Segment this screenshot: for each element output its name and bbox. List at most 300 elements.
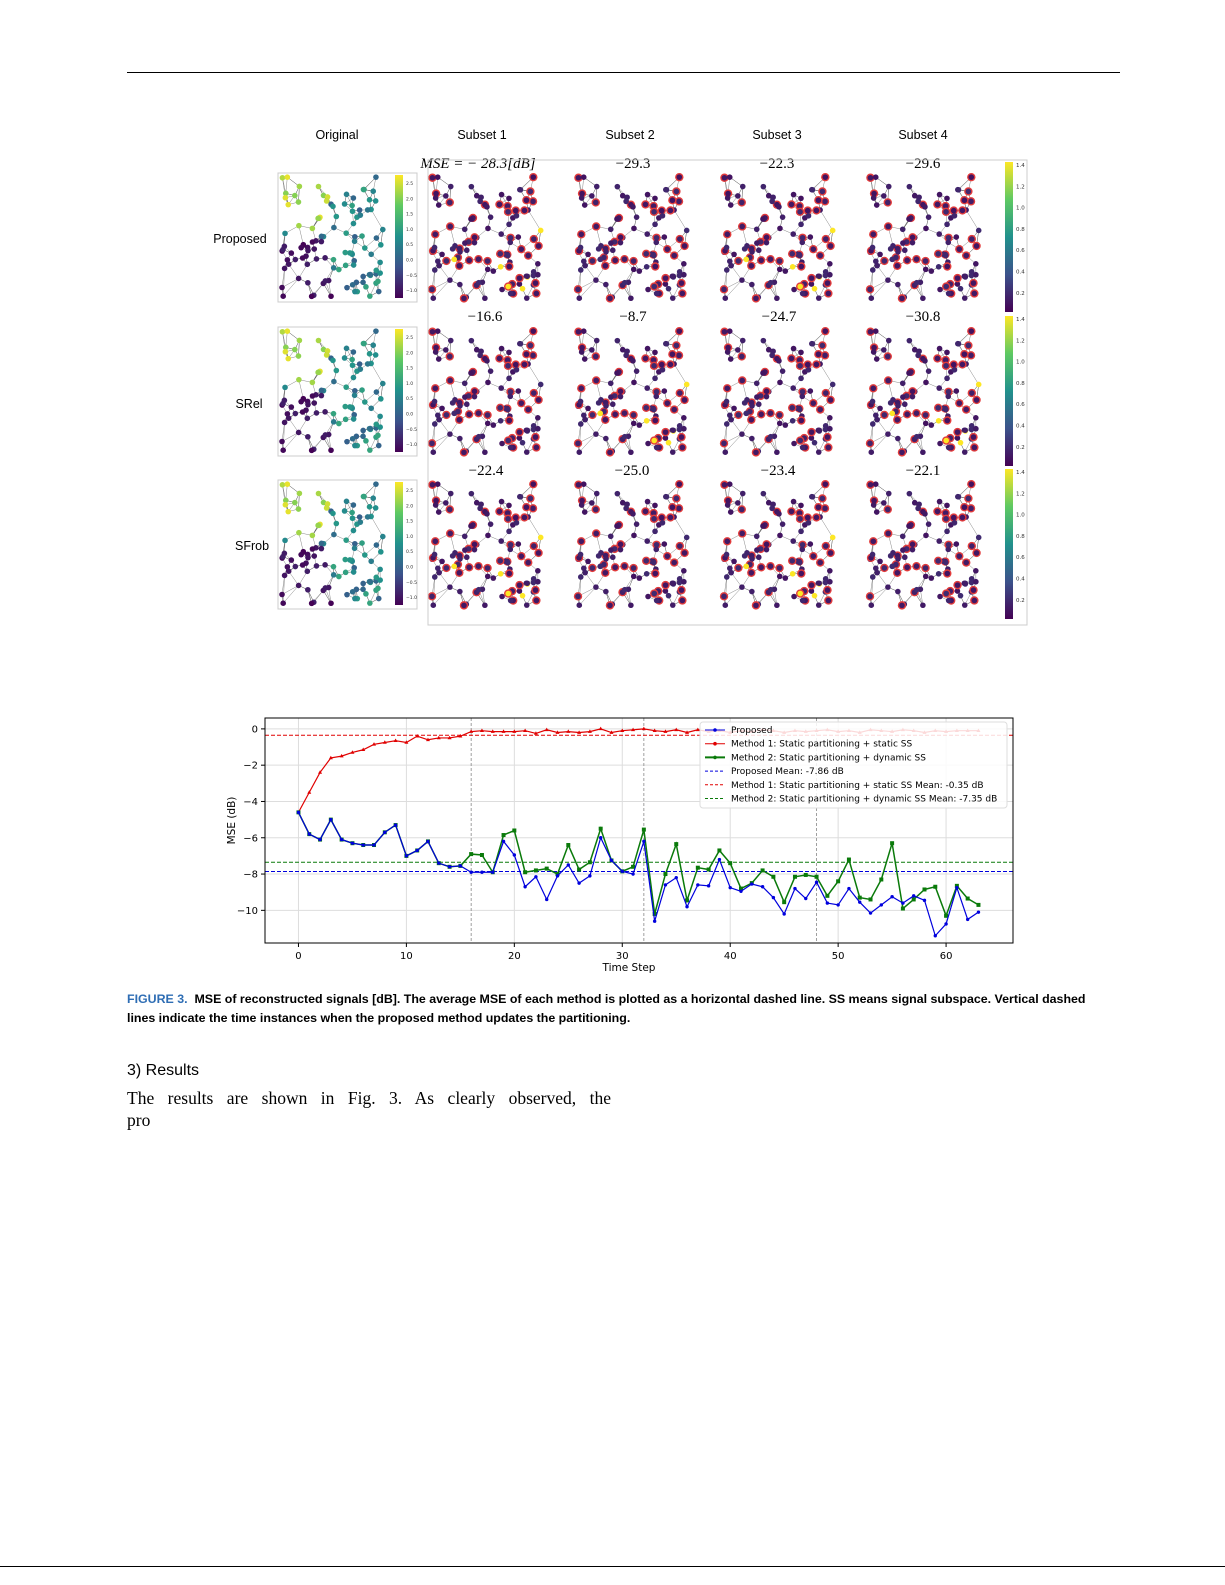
graph-node — [868, 329, 874, 335]
graph-node — [310, 380, 316, 386]
graph-node — [497, 251, 503, 257]
graph-node — [297, 184, 303, 190]
graph-node — [768, 256, 774, 262]
graph-node — [791, 441, 797, 447]
graph-node — [676, 199, 682, 205]
graph-node — [780, 368, 786, 374]
graph-node — [462, 226, 468, 232]
graph-node — [472, 235, 478, 241]
row-label-srel: SRel — [235, 397, 263, 411]
graph-node — [812, 440, 818, 446]
graph-node — [870, 386, 876, 392]
graph-node — [800, 445, 806, 451]
graph-node — [721, 287, 727, 293]
graph-node — [462, 394, 468, 400]
graph-node — [331, 411, 337, 417]
graph-node — [630, 204, 636, 210]
graph-node — [895, 403, 901, 409]
graph-node — [652, 376, 658, 382]
graph-node — [436, 417, 442, 423]
graph-node — [899, 450, 905, 456]
graph-node — [644, 385, 650, 391]
graph-node — [530, 353, 536, 359]
graph-node — [505, 438, 511, 444]
graph-node — [622, 280, 628, 286]
graph-node — [674, 189, 680, 195]
graph-node — [659, 208, 665, 214]
graph-node — [923, 226, 929, 232]
graph-node — [665, 400, 671, 406]
graph-node — [622, 434, 628, 440]
graph-node — [607, 450, 613, 456]
graph-node — [962, 351, 968, 357]
graph-node — [589, 347, 595, 353]
graph-node — [969, 236, 975, 242]
graph-node — [485, 226, 491, 232]
graph-node — [578, 232, 584, 238]
graph-node — [652, 350, 658, 356]
graph-node — [462, 240, 468, 246]
graph-node — [812, 286, 818, 292]
graph-node — [651, 438, 657, 444]
graph-node — [820, 189, 826, 195]
graph-node — [536, 397, 542, 403]
graph-node — [643, 251, 649, 257]
graph-node — [296, 276, 302, 282]
graph-node — [906, 216, 912, 222]
original-graph-panel — [279, 174, 385, 299]
graph-node — [735, 347, 741, 353]
graph-node — [976, 228, 982, 234]
graph-node — [790, 418, 796, 424]
graph-node — [957, 400, 963, 406]
graph-node — [360, 428, 366, 434]
subset-graph-panel — [574, 173, 690, 303]
graph-node — [331, 257, 337, 263]
graph-node — [285, 202, 291, 208]
graph-node — [319, 234, 325, 240]
graph-node — [315, 370, 321, 376]
graph-node — [343, 417, 349, 423]
graph-node — [637, 268, 643, 274]
graph-node — [374, 235, 380, 241]
graph-node — [576, 175, 582, 181]
graph-node — [508, 291, 514, 297]
graph-node — [735, 193, 741, 199]
graph-node — [514, 367, 520, 373]
graph-node — [969, 390, 975, 396]
graph-node — [351, 375, 357, 381]
colorbar-tick-label: 1.0 — [406, 381, 414, 387]
graph-node — [830, 228, 836, 234]
graph-node — [518, 341, 524, 347]
graph-node — [293, 257, 299, 263]
graph-node — [827, 272, 833, 278]
graph-node — [485, 380, 491, 386]
graph-node — [612, 412, 618, 418]
graph-node — [944, 196, 950, 202]
graph-node — [631, 380, 637, 386]
graph-node — [447, 431, 453, 437]
graph-node — [514, 213, 520, 219]
graph-node — [593, 378, 599, 384]
graph-node — [789, 356, 795, 362]
graph-node — [677, 390, 683, 396]
graph-node — [749, 403, 755, 409]
colorbar — [1005, 316, 1013, 466]
graph-node — [882, 412, 888, 418]
graph-node — [593, 354, 599, 360]
graph-node — [331, 225, 337, 231]
graph-node — [375, 279, 381, 285]
graph-node — [885, 224, 891, 230]
graph-node — [827, 415, 833, 421]
graph-node — [289, 404, 295, 410]
graph-node — [466, 258, 472, 264]
graph-node — [498, 385, 504, 391]
graph-node — [608, 380, 614, 386]
graph-node — [816, 273, 822, 279]
graph-node — [524, 351, 530, 357]
graph-node — [761, 184, 767, 190]
colorbar-tick-label: 0.4 — [1016, 423, 1025, 430]
graph-node — [923, 380, 929, 386]
graph-node — [777, 380, 783, 386]
mse-label: −16.6 — [467, 309, 503, 325]
graph-node — [799, 394, 805, 400]
graph-node — [654, 445, 660, 451]
mse-label: −29.6 — [905, 156, 941, 172]
graph-node — [343, 230, 349, 236]
graph-node — [662, 388, 668, 394]
graph-node — [958, 440, 964, 446]
graph-node — [886, 184, 892, 190]
graph-node — [724, 232, 730, 238]
graph-node — [935, 405, 941, 411]
graph-node — [461, 296, 467, 302]
graph-node — [497, 356, 503, 362]
graph-node — [296, 377, 302, 383]
graph-node — [645, 287, 651, 293]
graph-node — [296, 353, 302, 359]
graph-node — [808, 234, 814, 240]
graph-node — [677, 236, 683, 242]
graph-node — [914, 280, 920, 286]
graph-node — [433, 349, 439, 355]
graph-node — [536, 243, 542, 249]
graph-node — [867, 287, 873, 293]
graph-node — [724, 421, 730, 427]
graph-node — [971, 280, 977, 286]
graph-node — [922, 358, 928, 364]
graph-node — [777, 412, 783, 418]
graph-node — [323, 278, 329, 284]
graph-node — [663, 429, 669, 435]
graph-node — [311, 246, 317, 252]
graph-node — [323, 432, 329, 438]
graph-node — [576, 449, 582, 455]
graph-node — [910, 235, 916, 241]
graph-node — [365, 207, 371, 213]
column-header-subset-1: Subset 1 — [457, 128, 507, 142]
graph-edge — [299, 533, 303, 552]
graph-node — [296, 199, 302, 205]
graph-node — [756, 247, 762, 253]
graph-node — [373, 352, 379, 358]
colorbar-tick-label: 1.2 — [1016, 184, 1025, 191]
graph-node — [825, 434, 831, 440]
graph-node — [628, 295, 634, 301]
mse-label: −22.3 — [759, 156, 795, 172]
graph-node — [432, 245, 438, 251]
graph-node — [660, 213, 666, 219]
graph-node — [758, 258, 764, 264]
graph-node — [910, 240, 916, 246]
graph-node — [670, 273, 676, 279]
graph-node — [497, 405, 503, 411]
graph-node — [350, 282, 356, 288]
graph-node — [797, 209, 803, 215]
graph-node — [585, 406, 591, 412]
graph-node — [900, 394, 906, 400]
graph-node — [885, 378, 891, 384]
graph-node — [300, 255, 306, 261]
graph-node — [816, 197, 822, 203]
graph-node — [370, 342, 376, 348]
graph-node — [972, 445, 978, 451]
graph-node — [429, 441, 435, 447]
graph-node — [328, 447, 334, 453]
graph-node — [506, 222, 512, 228]
graph-node — [783, 268, 789, 274]
graph-node — [871, 195, 877, 201]
subset-graph-panel — [866, 327, 982, 457]
graph-node — [810, 341, 816, 347]
graph-edge — [674, 364, 687, 384]
graph-node — [814, 362, 820, 368]
graph-edge — [283, 278, 298, 296]
colorbar-tick-label: 1.2 — [1016, 338, 1025, 345]
graph-node — [974, 243, 980, 249]
graph-node — [585, 252, 591, 258]
colorbar-tick-label: −0.5 — [406, 427, 417, 433]
graph-node — [367, 197, 373, 203]
graph-node — [915, 199, 921, 205]
colorbar-tick-label: 0.6 — [1016, 402, 1025, 409]
colorbar — [395, 175, 403, 298]
graph-node — [336, 421, 342, 427]
graph-node — [622, 410, 628, 416]
graph-node — [507, 240, 513, 246]
colorbar-tick-label: 1.5 — [406, 366, 414, 372]
graph-node — [808, 388, 814, 394]
graph-node — [754, 240, 760, 246]
graph-node — [293, 411, 299, 417]
graph-node — [359, 233, 365, 239]
graph-node — [342, 201, 348, 207]
graph-node — [665, 246, 671, 252]
graph-node — [652, 196, 658, 202]
graph-node — [885, 200, 891, 206]
graph-node — [309, 294, 315, 300]
graph-node — [739, 354, 745, 360]
graph-node — [645, 192, 651, 198]
graph-node — [430, 329, 436, 335]
graph-node — [937, 287, 943, 293]
graph-node — [298, 399, 304, 405]
graph-node — [482, 449, 488, 455]
graph-node — [472, 389, 478, 395]
graph-node — [447, 354, 453, 360]
colorbar-tick-label: 0.6 — [1016, 248, 1025, 255]
graph-node — [943, 284, 949, 290]
graph-node — [444, 258, 450, 264]
graph-node — [944, 350, 950, 356]
graph-node — [739, 378, 745, 384]
graph-node — [457, 263, 463, 269]
graph-node — [756, 401, 762, 407]
graph-node — [359, 387, 365, 393]
graph-node — [671, 253, 677, 259]
graph-node — [758, 412, 764, 418]
graph-node — [464, 247, 470, 253]
graph-node — [877, 406, 883, 412]
graph-node — [743, 411, 749, 417]
graph-node — [652, 418, 658, 424]
colorbar-tick-label: 0.8 — [1016, 226, 1025, 233]
graph-node — [670, 351, 676, 357]
graph-node — [457, 403, 463, 409]
graph-node — [776, 204, 782, 210]
mse-label: −23.4 — [760, 463, 796, 479]
graph-node — [902, 247, 908, 253]
graph-node — [319, 393, 325, 399]
graph-node — [578, 399, 584, 405]
graph-node — [817, 253, 823, 259]
graph-node — [351, 195, 357, 201]
graph-node — [634, 214, 640, 220]
graph-node — [728, 356, 734, 362]
graph-node — [684, 228, 690, 234]
graph-node — [608, 394, 614, 400]
graph-node — [535, 261, 541, 267]
graph-node — [477, 353, 483, 359]
graph-node — [506, 264, 512, 270]
graph-node — [789, 202, 795, 208]
graph-node — [436, 202, 442, 208]
graph-node — [868, 449, 874, 455]
graph-node — [324, 198, 330, 204]
graph-node — [798, 264, 804, 270]
graph-node — [298, 245, 304, 251]
graph-node — [962, 273, 968, 279]
graph-node — [681, 261, 687, 267]
graph-node — [643, 405, 649, 411]
graph-node — [664, 187, 670, 193]
graph-node — [725, 349, 731, 355]
graph-node — [344, 346, 350, 352]
graph-node — [439, 252, 445, 258]
graph-node — [904, 258, 910, 264]
graph-node — [754, 226, 760, 232]
graph-node — [816, 295, 822, 301]
colorbar-tick-label: 1.0 — [1016, 359, 1025, 366]
graph-node — [579, 195, 585, 201]
graph-node — [597, 257, 603, 263]
graph-node — [768, 280, 774, 286]
graph-node — [681, 415, 687, 421]
graph-node — [653, 240, 659, 246]
colorbar-tick-label: −1.0 — [406, 289, 417, 295]
graph-node — [535, 272, 541, 278]
graph-node — [643, 202, 649, 208]
graph-node — [448, 184, 454, 190]
graph-node — [791, 287, 797, 293]
graph-node — [451, 257, 457, 263]
graph-node — [920, 449, 926, 455]
graph-node — [352, 289, 358, 295]
graph-node — [476, 280, 482, 286]
graph-node — [305, 434, 311, 440]
graph-node — [731, 252, 737, 258]
graph-node — [524, 427, 530, 433]
graph-node — [943, 209, 949, 215]
column-header-subset-2: Subset 2 — [605, 128, 655, 142]
graph-node — [581, 174, 587, 180]
graph-node — [447, 200, 453, 206]
graph-node — [450, 400, 456, 406]
graph-node — [513, 362, 519, 368]
graph-node — [825, 280, 831, 286]
graph-node — [435, 328, 441, 334]
graph-node — [447, 224, 453, 230]
graph-node — [798, 376, 804, 382]
graph-node — [358, 212, 364, 218]
graph-node — [365, 361, 371, 367]
graph-node — [789, 405, 795, 411]
graph-node — [805, 362, 811, 368]
graph-node — [936, 264, 942, 270]
graph-node — [777, 267, 783, 273]
graph-node — [915, 353, 921, 359]
graph-node — [769, 353, 775, 359]
graph-node — [886, 338, 892, 344]
graph-node — [870, 421, 876, 427]
graph-node — [963, 407, 969, 413]
colorbar-tick-label: 0.8 — [1016, 380, 1025, 387]
row-label-proposed: Proposed — [213, 232, 267, 246]
graph-node — [488, 368, 494, 374]
graph-node — [774, 295, 780, 301]
graph-node — [484, 358, 490, 364]
colorbar-tick-label: 2.0 — [406, 197, 414, 203]
graph-node — [926, 214, 932, 220]
graph-node — [491, 422, 497, 428]
graph-node — [874, 417, 880, 423]
graph-node — [373, 174, 379, 180]
graph-node — [945, 240, 951, 246]
column-header-original: Original — [315, 128, 359, 142]
graph-node — [578, 421, 584, 427]
graph-node — [361, 341, 367, 347]
graph-node — [722, 329, 728, 335]
graph-node — [524, 197, 530, 203]
graph-node — [920, 295, 926, 301]
graph-node — [870, 399, 876, 405]
graph-node — [791, 192, 797, 198]
graph-node — [906, 370, 912, 376]
graph-node — [351, 221, 357, 227]
